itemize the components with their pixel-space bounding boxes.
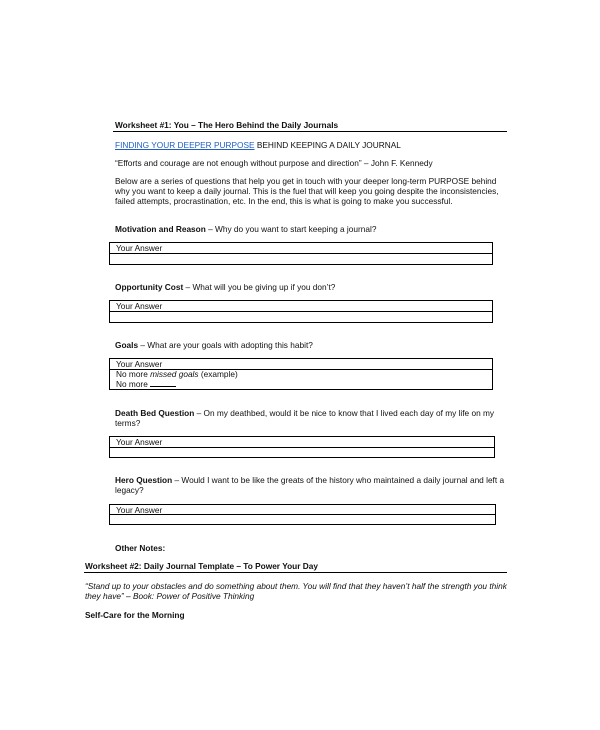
question-text: – Would I want to be like the greats of the history who maintained a daily journal and left a legacy? bbox=[115, 475, 505, 495]
question-opportunity bbox=[115, 282, 510, 292]
question-label: Hero Question bbox=[115, 475, 173, 485]
answer-label: Your Answer bbox=[116, 359, 163, 369]
goals-example-line[interactable]: No more missed goals (example) bbox=[116, 369, 238, 379]
question-label: Death Bed Question bbox=[115, 408, 195, 418]
question-deathbed bbox=[115, 408, 510, 428]
kennedy-quote: “Efforts and courage are not enough without purpose and direction” – John F. Kennedy bbox=[115, 158, 433, 168]
worksheet1-title: Worksheet #1: You – The Hero Behind the Daily Journals bbox=[115, 120, 339, 130]
answer-input-opportunity[interactable] bbox=[116, 312, 486, 322]
answer-label: Your Answer bbox=[116, 301, 163, 311]
question-text: – Why do you want to start keeping a journal? bbox=[205, 224, 377, 234]
answer-input-deathbed[interactable] bbox=[116, 448, 486, 457]
question-label: Goals bbox=[115, 340, 139, 350]
other-notes-label: Other Notes: bbox=[115, 543, 166, 553]
question-goals bbox=[115, 340, 510, 350]
worksheet2-divider bbox=[84, 572, 507, 573]
intro-paragraph: Below are a series of questions that help you get in touch with your deeper long-term PURPOSE behind why you want to keep a daily journal. This is the fuel that will keep you going despite the inconsistencies, failed attempts, procrastination, etc. In the end, this is what is going to make you successful. bbox=[115, 176, 499, 206]
question-label: Motivation and Reason bbox=[115, 224, 206, 234]
blank-underline bbox=[150, 378, 176, 387]
answer-input-hero[interactable] bbox=[116, 515, 486, 524]
goals-blank-line[interactable]: No more bbox=[116, 378, 176, 389]
answer-table-hero bbox=[109, 504, 496, 525]
question-label: Opportunity Cost bbox=[115, 282, 184, 292]
answer-label: Your Answer bbox=[116, 243, 163, 253]
question-hero bbox=[115, 475, 510, 495]
answer-label: Your Answer bbox=[116, 505, 163, 515]
answer-table-motivation bbox=[109, 242, 493, 265]
answer-table-deathbed bbox=[109, 436, 495, 458]
answer-label: Your Answer bbox=[116, 437, 163, 447]
title-divider bbox=[113, 131, 507, 132]
purpose-heading-rest: BEHIND KEEPING A DAILY JOURNAL bbox=[254, 140, 401, 150]
purpose-heading bbox=[115, 140, 401, 150]
worksheet2-title: Worksheet #2: Daily Journal Template – To Power Your Day bbox=[85, 561, 318, 571]
question-motivation bbox=[115, 224, 510, 234]
answer-table-goals bbox=[109, 358, 493, 390]
answer-input-motivation[interactable] bbox=[116, 254, 486, 264]
purpose-link[interactable]: FINDING YOUR DEEPER PURPOSE bbox=[115, 140, 255, 150]
question-text: – What are your goals with adopting this habit? bbox=[138, 340, 313, 350]
question-text: – What will you be giving up if you don’t? bbox=[183, 282, 336, 292]
self-care-heading: Self-Care for the Morning bbox=[85, 610, 185, 620]
positive-thinking-quote: “Stand up to your obstacles and do something about them. You will find that they haven’t half the strength you think they have” – Book: Power of Positive Thinking bbox=[85, 581, 507, 601]
answer-table-opportunity bbox=[109, 300, 493, 323]
question-text: – On my deathbed, would it be nice to know that I lived each day of my life on my terms? bbox=[115, 408, 495, 428]
